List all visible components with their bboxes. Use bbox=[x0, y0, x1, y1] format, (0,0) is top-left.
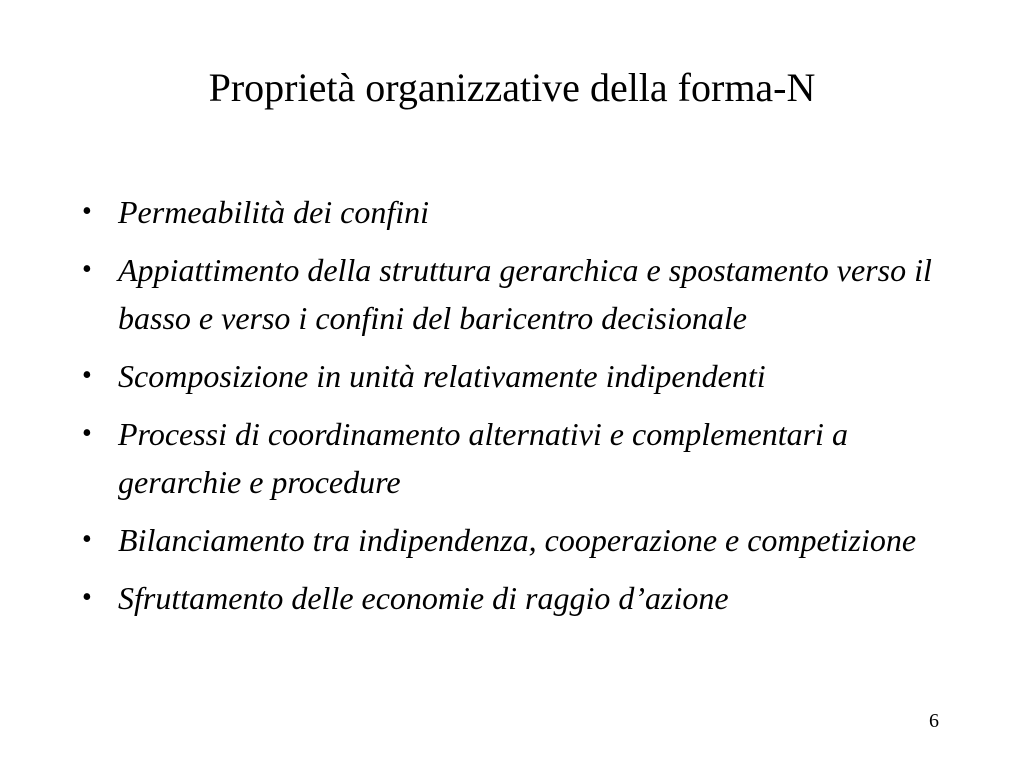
bullet-item bbox=[0, 188, 1024, 236]
bullet-item bbox=[0, 246, 1024, 342]
bullet-item bbox=[0, 352, 1024, 400]
bullet-text: Bilanciamento tra indipendenza, cooperazione e competizione bbox=[118, 522, 917, 558]
slide-title: Proprietà organizzative della forma-N bbox=[208, 65, 816, 110]
bullet-text: Sfruttamento delle economie di raggio d’azione bbox=[118, 580, 729, 616]
bullet-icon: • bbox=[82, 360, 92, 391]
bullet-icon: • bbox=[82, 524, 92, 555]
bullet-text: Scomposizione in unità relativamente indipendenti bbox=[118, 358, 766, 394]
page-number: 6 bbox=[929, 710, 939, 732]
bullet-item bbox=[0, 516, 1024, 564]
bullet-text: Appiattimento della struttura gerarchica e spostamento verso il basso e verso i confini del baricentro decisionale bbox=[118, 252, 932, 336]
bullet-icon: • bbox=[82, 582, 92, 613]
bullet-list bbox=[0, 188, 1024, 632]
bullet-icon: • bbox=[82, 254, 92, 285]
bullet-text: Processi di coordinamento alternativi e complementari a gerarchie e procedure bbox=[118, 416, 848, 500]
bullet-icon: • bbox=[82, 196, 92, 227]
bullet-text: Permeabilità dei confini bbox=[118, 194, 430, 230]
bullet-icon: • bbox=[82, 418, 92, 449]
bullet-item bbox=[0, 574, 1024, 622]
bullet-item bbox=[0, 410, 1024, 506]
